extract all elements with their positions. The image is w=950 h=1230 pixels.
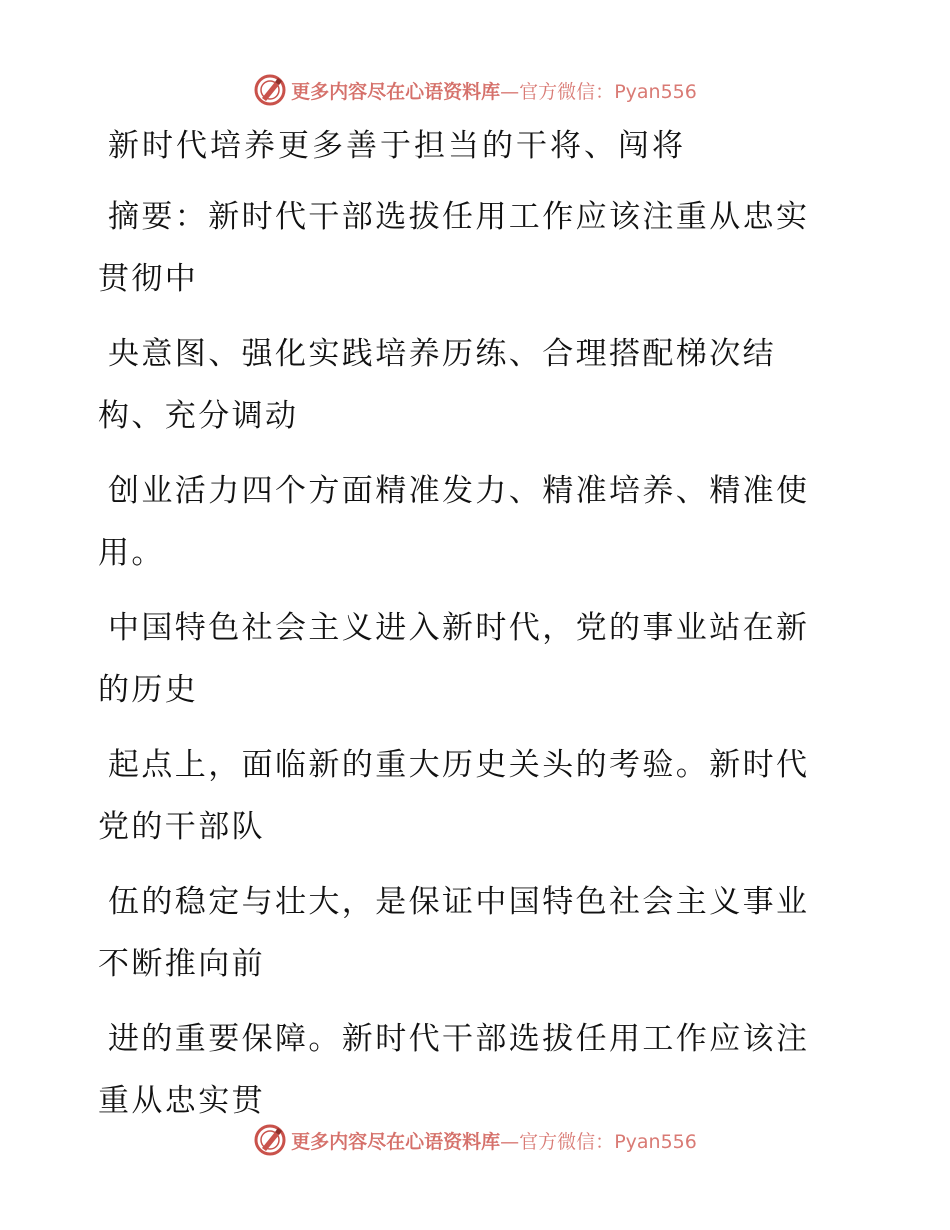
header-watermark [0, 70, 950, 110]
document-body [98, 118, 838, 1145]
paragraph-line: 贯彻中 [98, 261, 199, 297]
watermark-brand: 更多内容尽在心语资料库 [291, 80, 501, 103]
document-title: 新时代培养更多善于担当的干将、闯将 [108, 128, 686, 164]
paragraph-line: 中国特色社会主义进入新时代，党的事业站在新 [108, 610, 810, 646]
paragraph-line: 创业活力四个方面精准发力、精准培养、精准使 [108, 473, 810, 509]
watermark-text [291, 1127, 697, 1154]
paragraph [98, 871, 838, 995]
paragraph-line: 摘要：新时代干部选拔任用工作应该注重从忠实 [108, 199, 810, 235]
paragraph-line: 央意图、强化实践培养历练、合理搭配梯次结 [108, 336, 776, 372]
watermark-wechat-id: Pyan556 [614, 1130, 697, 1153]
paragraph [98, 1008, 838, 1132]
paragraph [98, 323, 838, 447]
pen-circle-logo-icon [253, 1123, 287, 1157]
paragraph [98, 186, 838, 310]
paragraph-line: 重从忠实贯 [98, 1083, 265, 1119]
paragraph [98, 597, 838, 721]
watermark-wechat-label: 官方微信： [519, 1130, 615, 1153]
paragraph [98, 734, 838, 858]
paragraph-line: 进的重要保障。新时代干部选拔任用工作应该注 [108, 1021, 810, 1057]
footer-watermark [0, 1120, 950, 1160]
paragraph-line: 不断推向前 [98, 946, 265, 982]
watermark-separator: — [500, 1130, 520, 1153]
watermark-wechat-label: 官方微信： [519, 80, 615, 103]
paragraph [98, 460, 838, 584]
watermark-text [291, 77, 697, 104]
paragraph-line: 党的干部队 [98, 809, 265, 845]
watermark-brand: 更多内容尽在心语资料库 [291, 1130, 501, 1153]
paragraph-line: 构、充分调动 [98, 398, 299, 434]
paragraph-line: 伍的稳定与壮大，是保证中国特色社会主义事业 [108, 884, 810, 920]
paragraph-line: 的历史 [98, 672, 199, 708]
watermark-wechat-id: Pyan556 [614, 80, 697, 103]
paragraph-line: 用。 [98, 535, 165, 571]
watermark-separator: — [500, 80, 520, 103]
paragraph-line: 起点上，面临新的重大历史关头的考验。新时代 [108, 747, 810, 783]
pen-circle-logo-icon [253, 73, 287, 107]
